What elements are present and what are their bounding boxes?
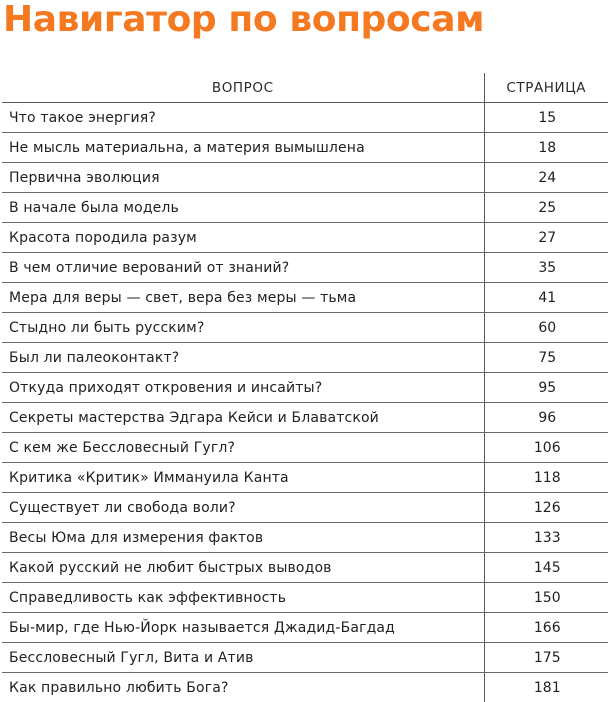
page-title: Навигатор по вопросам [3, 0, 485, 40]
page-number-cell: 150 [484, 583, 608, 613]
page-number-cell: 106 [484, 433, 608, 463]
column-header-question: ВОПРОС [2, 73, 484, 103]
page-number-cell: 126 [484, 493, 608, 523]
page-number-cell: 24 [484, 163, 608, 193]
page-number-cell: 96 [484, 403, 608, 433]
question-cell: Что такое энергия? [2, 103, 484, 133]
table-row [2, 583, 608, 613]
question-cell: Был ли палеоконтакт? [2, 343, 484, 373]
question-cell: Как правильно любить Бога? [9, 679, 229, 696]
table-row [2, 133, 608, 163]
question-cell: Секреты мастерства Эдгара Кейси и Блаватской [2, 403, 484, 433]
question-cell: Красота породила разум [2, 223, 484, 253]
table-row [2, 493, 608, 523]
table-row [2, 283, 608, 313]
table-row [2, 613, 608, 643]
page-number-cell: 118 [484, 463, 608, 493]
question-cell: Какой русский не любит быстрых выводов [2, 553, 484, 583]
question-cell: Существует ли свобода воли? [2, 493, 484, 523]
question-cell: Не мысль материальна, а материя вымышлена [2, 133, 484, 163]
page-number-cell: 175 [484, 643, 608, 673]
page-number-cell: 18 [484, 133, 608, 163]
question-cell: С кем же Бессловесный Гугл? [2, 433, 484, 463]
column-header-page: СТРАНИЦА [484, 73, 608, 103]
page-number-cell: 95 [484, 373, 608, 403]
table-row [2, 463, 608, 493]
page-number-cell: 41 [484, 283, 608, 313]
table-row [2, 403, 608, 433]
table-row [2, 193, 608, 223]
question-cell: Весы Юма для измерения фактов [2, 523, 484, 553]
table-row [2, 343, 608, 373]
question-cell: Откуда приходят откровения и инсайты? [2, 373, 484, 403]
table-row [2, 373, 608, 403]
page-number-cell: 133 [484, 523, 608, 553]
page-number-cell: 25 [484, 193, 608, 223]
question-cell: Бессловесный Гугл, Вита и Атив [2, 643, 484, 673]
table-row [2, 103, 608, 133]
table-header-row [2, 73, 608, 103]
question-cell: Мера для веры — свет, вера без меры — тьма [2, 283, 484, 313]
table-row [2, 433, 608, 463]
question-cell: Бы-мир, где Нью-Йорк называется Джадид-Багдад [2, 613, 484, 643]
page-number-cell: 181 [484, 673, 608, 702]
page-number-cell: 35 [484, 253, 608, 283]
question-cell: Справедливость как эффективность [2, 583, 484, 613]
table-row [2, 673, 608, 702]
table-row [2, 643, 608, 673]
question-cell: В чем отличие верований от знаний? [2, 253, 484, 283]
question-cell: Первична эволюция [2, 163, 484, 193]
table-row [2, 313, 608, 343]
page-number-cell: 145 [484, 553, 608, 583]
page-number-cell: 15 [484, 103, 608, 133]
question-navigator-table [2, 73, 608, 702]
page-number-cell: 60 [484, 313, 608, 343]
table-row [2, 253, 608, 283]
question-cell: В начале была модель [2, 193, 484, 223]
page-number-cell: 27 [484, 223, 608, 253]
table-row [2, 523, 608, 553]
page-number-cell: 166 [484, 613, 608, 643]
question-cell: Стыдно ли быть русским? [2, 313, 484, 343]
table-row [2, 223, 608, 253]
table-row [2, 553, 608, 583]
table-row [2, 163, 608, 193]
page-number-cell: 75 [484, 343, 608, 373]
question-cell: Критика «Критик» Иммануила Канта [2, 463, 484, 493]
